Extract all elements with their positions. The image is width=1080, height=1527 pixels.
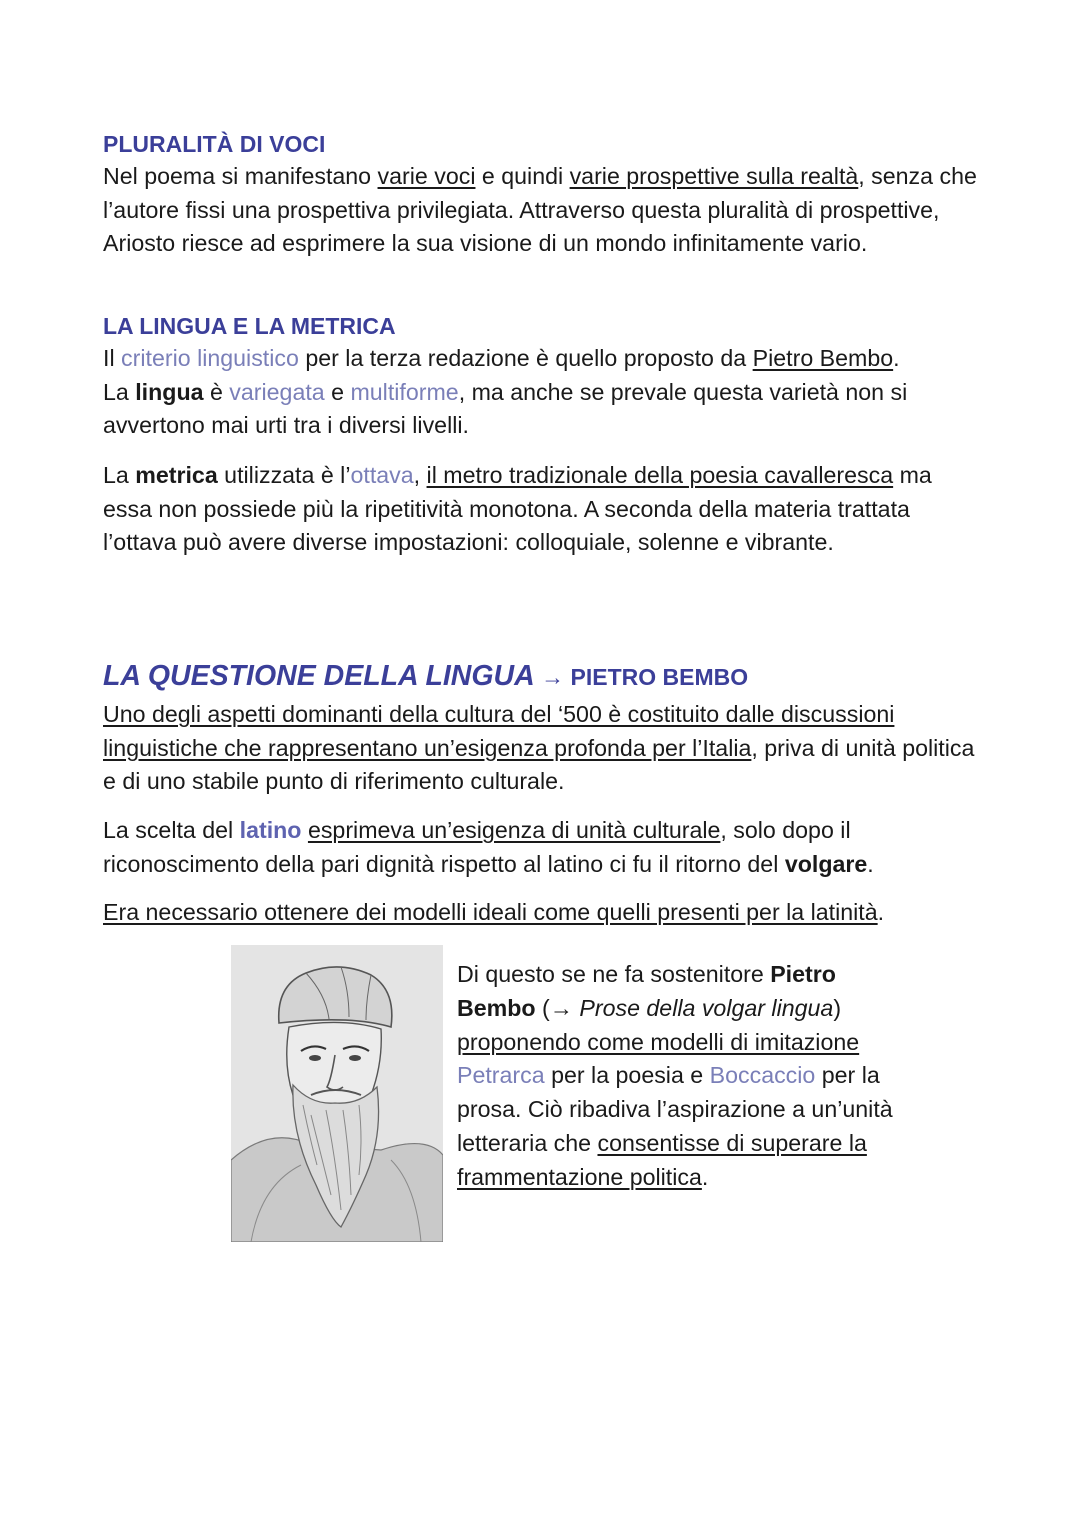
paragraph-plurality: Nel poema si manifestano varie voci e quindi varie prospettive sulla realtà, senza che l’autore fissi una prospettiva privilegiata. Attraverso questa pluralità di prospettive, Ariosto riesce ad esprimere la sua visione di un mondo infinitamente vario. xyxy=(103,163,977,256)
heading-plurality: PLURALITÀ DI VOCI xyxy=(103,131,326,157)
paragraph-metric: La metrica utilizzata è l’ottava, il metro tradizionale della poesia cavalleresca ma essa non possiede più la ripetitività monotona. A seconda della materia trattata l’ottava può avere diverse impostazioni: colloquiale, solenne e vibrante. xyxy=(103,462,932,555)
portrait-engraving xyxy=(231,945,443,1242)
pietro-bembo-portrait-icon xyxy=(231,945,443,1242)
bembo-description: Di questo se ne fa sostenitore Pietro Bembo (→ Prose della volgar lingua) proponendo come modelli di imitazione Petrarca per la poesia e Boccaccio per la prosa. Ciò ribadiva l’aspirazione a un’unità letteraria che consentisse di superare la frammentazione politica. xyxy=(457,961,893,1190)
paragraph-latin-choice: La scelta del latino esprimeva un’esigenza di unità culturale, solo dopo il riconoscimento della pari dignità rispetto al latino ci fu il ritorno del volgare. xyxy=(103,817,874,877)
paragraph-ideal-models: Era necessario ottenere dei modelli ideali come quelli presenti per la latinità. xyxy=(103,899,885,925)
section-plurality xyxy=(103,128,983,261)
paragraph-cultural-debate: Uno degli aspetti dominanti della cultura del ‘500 è costituito dalle discussioni linguistiche che rappresentano un’esigenza profonda per l’Italia, priva di unità politica e di uno stabile punto di riferimento culturale. xyxy=(103,701,975,794)
paragraph-language: Il criterio linguistico per la terza redazione è quello proposto da Pietro Bembo. La lingua è variegata e multiforme, ma anche se prevale questa varietà non si avvertono mai urti tra i diversi livelli. xyxy=(103,345,908,438)
heading-language-question: LA QUESTIONE DELLA LINGUA → PIETRO BEMBO xyxy=(103,660,749,692)
section-language-metric xyxy=(103,310,983,443)
heading-language-metric: LA LINGUA E LA METRICA xyxy=(103,313,396,339)
